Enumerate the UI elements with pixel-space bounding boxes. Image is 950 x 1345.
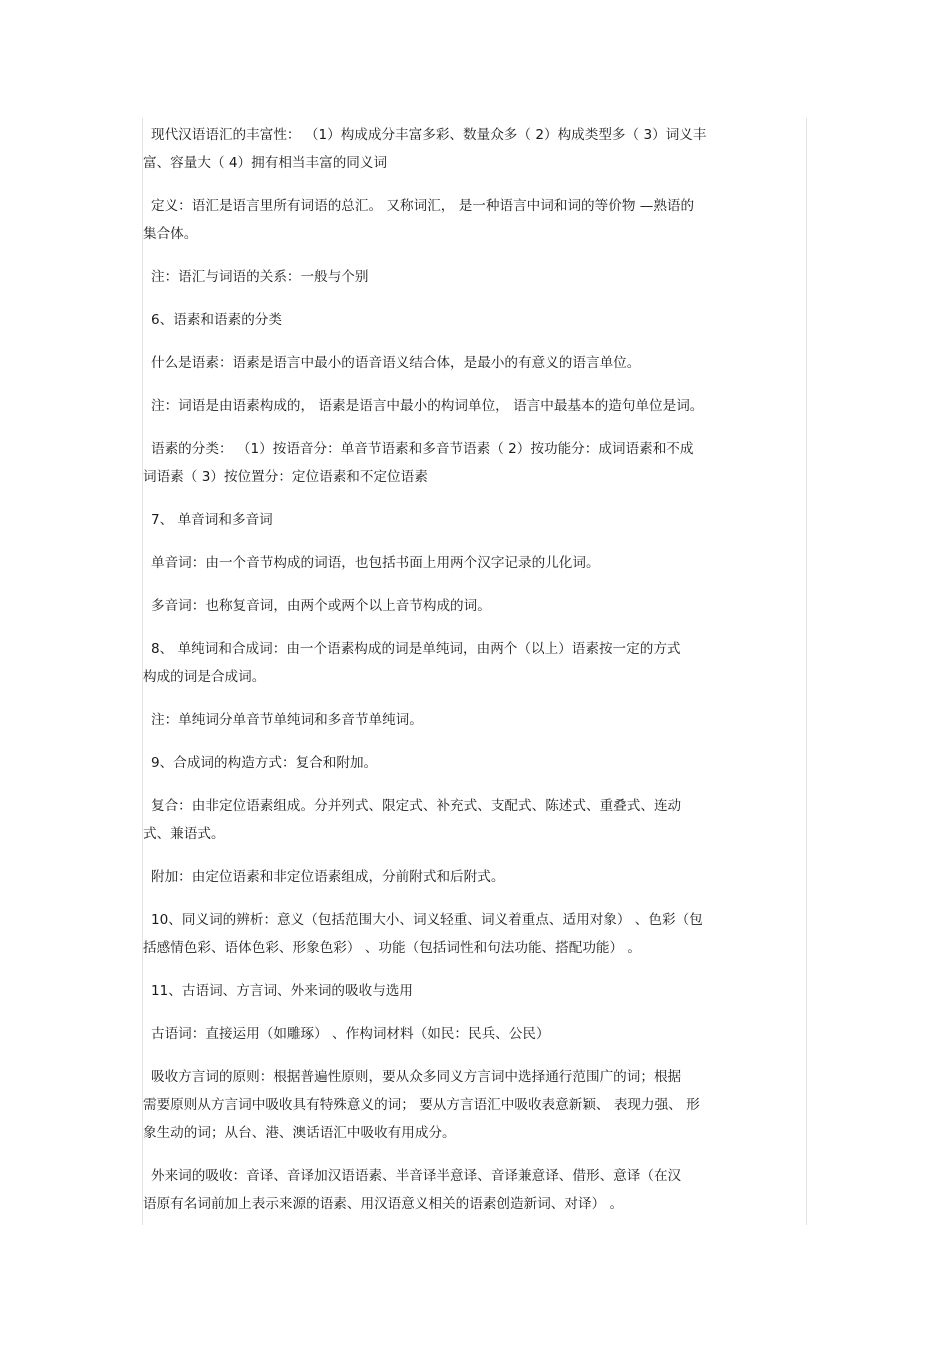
paragraph-loanwords (143, 1162, 803, 1218)
text-line: 注：单纯词分单音节单纯词和多音节单纯词。 (151, 712, 423, 728)
text-line: 外来词的吸收：音译、音译加汉语语素、半音译半意译、音译兼意译、借形、意译（在汉 (151, 1168, 682, 1184)
text-line: 注：语汇与词语的关系：一般与个别 (151, 269, 369, 285)
paragraph-dialect-principles (143, 1063, 803, 1147)
text-line: 现代汉语语汇的丰富性： （1）构成成分丰富多彩、数量众多（ 2）构成类型多（ 3）词义丰 (151, 127, 707, 143)
page-border-right (806, 118, 807, 1225)
text-line: 集合体。 (143, 226, 198, 242)
text-line: 需要原则从方言词中吸收具有特殊意义的词； 要从方言语汇中吸收表意新颖、 表现力强、 形 (143, 1097, 700, 1113)
paragraph-polysyllabic (143, 592, 803, 620)
text-line: 式、兼语式。 (143, 826, 225, 842)
text-line: 11、古语词、方言词、外来词的吸收与选用 (151, 983, 413, 999)
heading-section-10 (143, 906, 803, 962)
heading-section-7 (143, 506, 803, 534)
heading-section-11 (143, 977, 803, 1005)
text-line: 定义：语汇是语言里所有词语的总汇。 又称词汇， 是一种语言中词和词的等价物 —熟语的 (151, 198, 695, 214)
text-line: 单音词：由一个音节构成的词语，也包括书面上用两个汉字记录的儿化词。 (151, 555, 600, 571)
paragraph-vocabulary-richness (143, 121, 803, 177)
text-line: 语素的分类： （1）按语音分：单音节语素和多音节语素（ 2）按功能分：成词语素和不成 (151, 441, 694, 457)
paragraph-definition (143, 192, 803, 248)
paragraph-note-simple-word (143, 706, 803, 734)
paragraph-note-morpheme (143, 392, 803, 420)
text-line: 括感情色彩、语体色彩、形象色彩） 、功能（包括词性和句法功能、搭配功能） 。 (143, 940, 642, 956)
paragraph-note-relation (143, 263, 803, 291)
text-line: 7、 单音词和多音词 (151, 512, 273, 528)
text-line: 语原有名词前加上表示来源的语素、用汉语意义相关的语素创造新词、对译） 。 (143, 1196, 624, 1212)
text-line: 复合：由非定位语素组成。分并列式、限定式、补充式、支配式、陈述式、重叠式、连动 (151, 798, 682, 814)
text-line: 多音词：也称复音词，由两个或两个以上音节构成的词。 (151, 598, 491, 614)
text-line: 附加：由定位语素和非定位语素组成，分前附式和后附式。 (151, 869, 505, 885)
text-line: 富、容量大（ 4）拥有相当丰富的同义词 (143, 155, 388, 171)
paragraph-monosyllabic (143, 549, 803, 577)
text-line: 古语词：直接运用（如雕琢） 、作构词材料（如民：民兵、公民） (151, 1026, 550, 1042)
paragraph-compound (143, 792, 803, 848)
text-line: 6、语素和语素的分类 (151, 312, 282, 328)
text-line: 注：词语是由语素构成的， 语素是语言中最小的构词单位， 语言中最基本的造句单位是词。 (151, 398, 704, 414)
heading-section-9 (143, 749, 803, 777)
document-body (143, 121, 803, 1233)
paragraph-morpheme-definition (143, 349, 803, 377)
paragraph-archaic-words (143, 1020, 803, 1048)
text-line: 构成的词是合成词。 (143, 669, 266, 685)
heading-section-6 (143, 306, 803, 334)
text-line: 吸收方言词的原则：根据普遍性原则，要从众多同义方言词中选择通行范围广的词；根据 (151, 1069, 682, 1085)
text-line: 词语素（ 3）按位置分：定位语素和不定位语素 (143, 469, 428, 485)
paragraph-morpheme-classification (143, 435, 803, 491)
text-line: 象生动的词；从台、港、澳话语汇中吸收有用成分。 (143, 1125, 456, 1141)
paragraph-affixation (143, 863, 803, 891)
text-line: 10、同义词的辨析：意义（包括范围大小、词义轻重、词义着重点、适用对象） 、色彩（包 (151, 912, 703, 928)
heading-section-8 (143, 635, 803, 691)
text-line: 什么是语素：语素是语言中最小的语音语义结合体，是最小的有意义的语言单位。 (151, 355, 641, 371)
text-line: 9、合成词的构造方式：复合和附加。 (151, 755, 378, 771)
text-line: 8、 单纯词和合成词：由一个语素构成的词是单纯词，由两个（以上）语素按一定的方式 (151, 641, 681, 657)
